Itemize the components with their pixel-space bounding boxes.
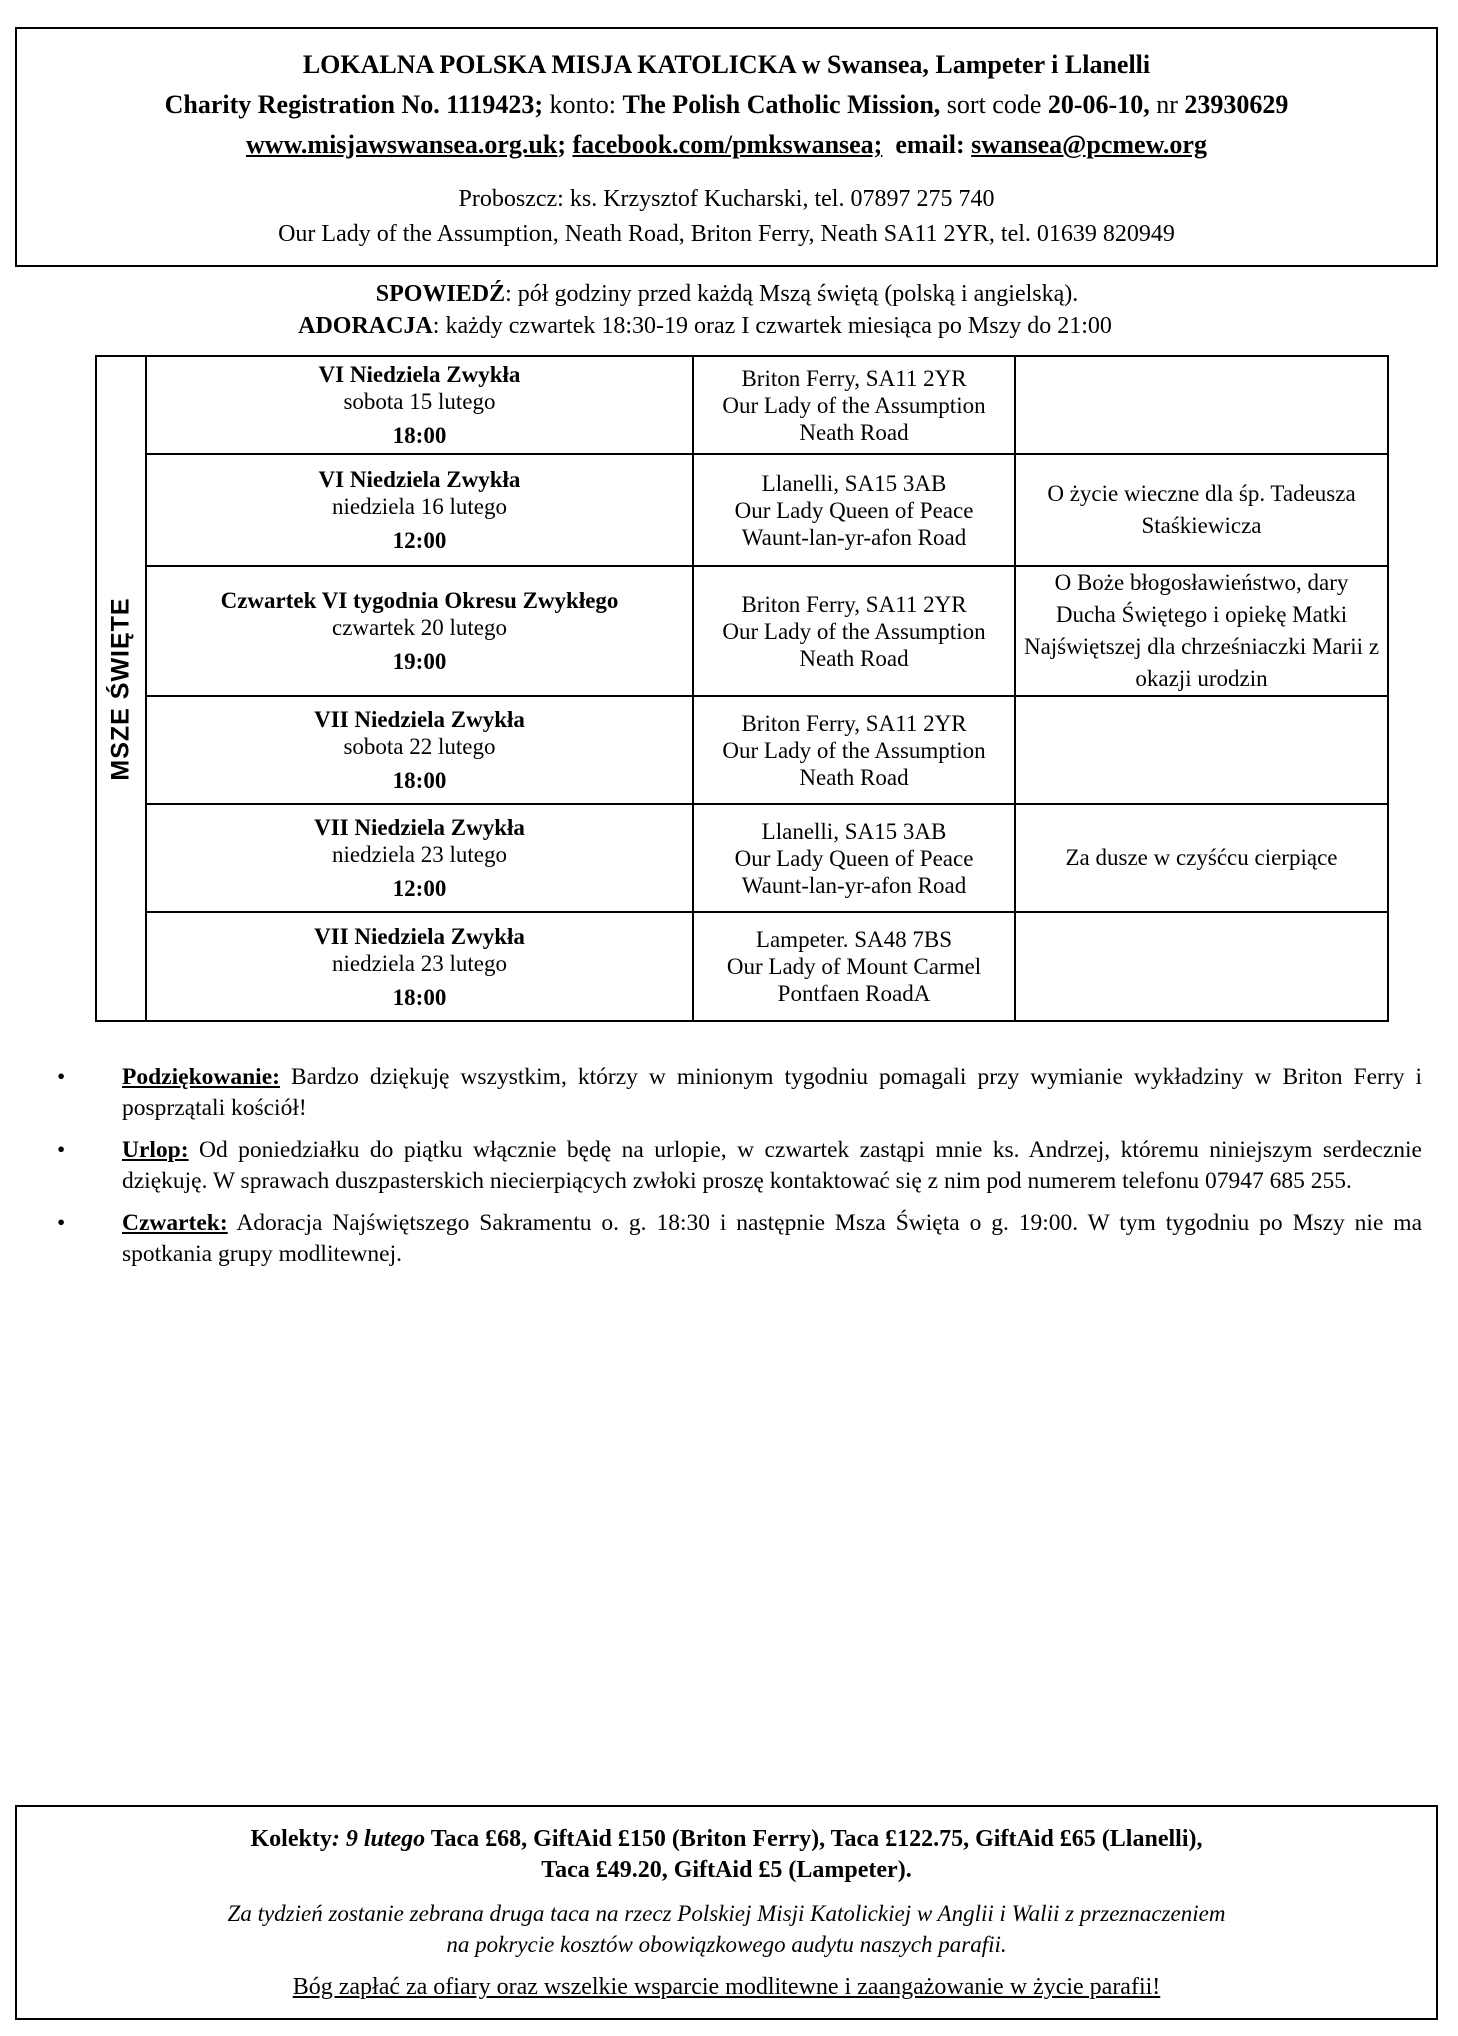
mass-row (96, 454, 1388, 566)
place-road: Neath Road (799, 419, 909, 445)
mass-title: VII Niedziela Zwykła (314, 923, 525, 949)
mission-header (15, 27, 1438, 267)
place-town: Briton Ferry, SA11 2YR (741, 365, 967, 391)
website-link[interactable]: www.misjawswansea.org.uk (246, 130, 558, 159)
mass-time: 19:00 (392, 649, 447, 674)
notice-text: Bardzo dziękuję wszystkim, którzy w minionym tygodniu pomagali przy wymianie wykładziny w Briton Ferry i posprzątali kościół! (122, 1064, 1422, 1121)
mass-intention (1015, 696, 1388, 804)
email-label: email: (895, 130, 965, 159)
mass-place (693, 566, 1015, 696)
notice-text: Od poniedziałku do piątku włącznie będę na urlopie, w czwartek zastąpi mnie ks. Andrzej, któremu niniejszym serdecznie dziękuję. W sprawach duszpasterskich niecierpiących zwłoki proszę kontaktować się z nim pod numerem telefonu 07947 685 255. (122, 1137, 1422, 1194)
mass-place (693, 912, 1015, 1021)
mass-time: 18:00 (392, 984, 447, 1010)
note-line-1: Za tydzień zostanie zebrana druga taca na rzecz Polskiej Misji Katolickiej w Anglii i Walii z przeznaczeniem (227, 1901, 1226, 1926)
mission-title: LOKALNA POLSKA MISJA KATOLICKA w Swansea, Lampeter i Llanelli (302, 50, 1151, 79)
collections-footer (15, 1805, 1438, 2020)
bullet-icon: • (57, 1064, 66, 1090)
place-town: Llanelli, SA15 3AB (761, 818, 947, 844)
notice-item (50, 1208, 1422, 1270)
mass-row (96, 696, 1388, 804)
mass-day (146, 696, 693, 804)
mass-row (96, 356, 1388, 454)
mass-title: VII Niedziela Zwykła (314, 707, 525, 732)
church-address: Our Lady of the Assumption, Neath Road, Briton Ferry, Neath SA11 2YR, tel. 01639 820949 (278, 221, 1175, 247)
mass-date: sobota 15 lutego (343, 389, 496, 414)
konto-label: konto: (549, 90, 616, 119)
confession-info (0, 278, 1456, 311)
place-road: Waunt-lan-yr-afon Road (741, 524, 967, 550)
pastor-contact: Proboszcz: ks. Krzysztof Kucharski, tel. 07897 275 740 (458, 186, 995, 212)
mass-title: VI Niedziela Zwykła (318, 467, 521, 492)
mass-intention: Za dusze w czyśćcu cierpiące (1015, 804, 1388, 912)
notices-list (50, 1062, 1422, 1281)
place-church: Our Lady of the Assumption (722, 618, 986, 644)
adoration-info (0, 310, 1434, 343)
notice-item (50, 1135, 1422, 1197)
collections-label: Kolekty (250, 1826, 332, 1852)
mass-time: 18:00 (392, 423, 447, 448)
mass-title: VI Niedziela Zwykła (318, 362, 521, 387)
collections-date: : 9 lutego (331, 1826, 426, 1852)
mass-row (96, 912, 1388, 1021)
notice-label: Podziękowanie: (122, 1064, 280, 1090)
mass-time: 18:00 (392, 768, 447, 793)
mass-place (693, 454, 1015, 566)
place-church: Our Lady Queen of Peace (734, 845, 974, 871)
mass-day (146, 912, 693, 1021)
mass-intention (1015, 356, 1388, 454)
notice-text: Adoracja Najświętszego Sakramentu o. g. 18:30 i następnie Msza Święta o g. 19:00. W tym tygodniu po Mszy nie ma spotkania grupy modlitewnej. (122, 1210, 1422, 1267)
notice-label: Czwartek: (122, 1210, 228, 1236)
mass-intention (1015, 912, 1388, 1021)
second-collection-note (17, 1898, 1436, 1960)
mass-intention: O Boże błogosławieństwo, dary Ducha Świętego i opiekę Matki Najświętszej dla chrześniaczki Marii z okazji urodzin (1015, 566, 1388, 696)
mass-time: 12:00 (392, 528, 447, 553)
place-road: Pontfaen RoadA (777, 981, 931, 1006)
bullet-icon: • (57, 1137, 66, 1163)
charity-registration: Charity Registration No. 1119423; (164, 90, 544, 119)
thanks-message: Bóg zapłać za ofiary oraz wszelkie wsparcie modlitewne i zaangażowanie w życie parafii! (292, 1974, 1161, 2000)
facebook-link[interactable]: facebook.com/pmkswansea; (572, 130, 883, 159)
mass-place (693, 696, 1015, 804)
adoration-text: : każdy czwartek 18:30-19 oraz I czwartek miesiąca po Mszy do 21:00 (432, 313, 1112, 339)
place-road: Neath Road (799, 645, 909, 671)
collections-amounts: Taca £68, GiftAid £150 (Briton Ferry), Taca £122.75, GiftAid £65 (Llanelli), (425, 1826, 1203, 1852)
place-church: Our Lady of the Assumption (722, 737, 986, 763)
charity-details (17, 85, 1436, 125)
collections-amounts-lampeter: Taca £49.20, GiftAid £5 (Lampeter). (541, 1857, 912, 1883)
place-road: Waunt-lan-yr-afon Road (741, 872, 967, 898)
mass-day (146, 356, 693, 454)
mass-place (693, 356, 1015, 454)
email-link[interactable]: swansea@pcmew.org (971, 130, 1207, 159)
notice-item (50, 1062, 1422, 1124)
place-church: Our Lady of the Assumption (722, 392, 986, 418)
mass-title: Czwartek VI tygodnia Okresu Zwykłego (220, 588, 619, 613)
contact-links (17, 125, 1436, 165)
place-road: Neath Road (799, 764, 909, 790)
place-town: Lampeter. SA48 7BS (755, 927, 953, 952)
mass-day (146, 454, 693, 566)
mass-day (146, 804, 693, 912)
sort-code-label: sort code (946, 90, 1042, 119)
collections-summary (17, 1824, 1436, 1886)
account-number-label: nr (1156, 90, 1178, 119)
mass-date: czwartek 20 lutego (332, 615, 507, 640)
mass-time: 12:00 (392, 876, 447, 901)
place-town: Briton Ferry, SA11 2YR (741, 591, 967, 617)
konto-name: The Polish Catholic Mission, (622, 90, 941, 119)
place-church: Our Lady Queen of Peace (734, 497, 974, 523)
confession-text: : pół godziny przed każdą Mszą świętą (polską i angielską). (505, 281, 1079, 307)
mass-intention: O życie wieczne dla śp. Tadeusza Staśkiewicza (1015, 454, 1388, 566)
mass-date: niedziela 23 lutego (332, 842, 507, 867)
mass-day (146, 566, 693, 696)
mass-title: VII Niedziela Zwykła (314, 815, 525, 840)
adoration-label: ADORACJA (298, 313, 433, 339)
place-town: Briton Ferry, SA11 2YR (741, 710, 967, 736)
notice-label: Urlop: (122, 1137, 189, 1163)
mass-row (96, 566, 1388, 696)
account-number: 23930629 (1184, 90, 1289, 119)
bullet-icon: • (57, 1210, 66, 1236)
confession-label: SPOWIEDŹ (375, 281, 506, 307)
place-town: Llanelli, SA15 3AB (761, 470, 947, 496)
mass-date: niedziela 16 lutego (332, 494, 507, 519)
sort-code: 20-06-10, (1047, 90, 1150, 119)
note-line-2: na pokrycie kosztów obowiązkowego audytu naszych parafii. (446, 1932, 1007, 1957)
place-church: Our Lady of Mount Carmel (726, 954, 982, 979)
link-separator: ; (557, 130, 567, 159)
mass-schedule-table (95, 355, 1389, 1022)
mass-row (96, 804, 1388, 912)
masses-sidebar-label: MSZE ŚWIĘTE (106, 596, 135, 781)
mass-date: sobota 22 lutego (343, 734, 496, 759)
mass-date: niedziela 23 lutego (332, 950, 507, 976)
mass-place (693, 804, 1015, 912)
sidebar-cell (96, 356, 146, 1021)
